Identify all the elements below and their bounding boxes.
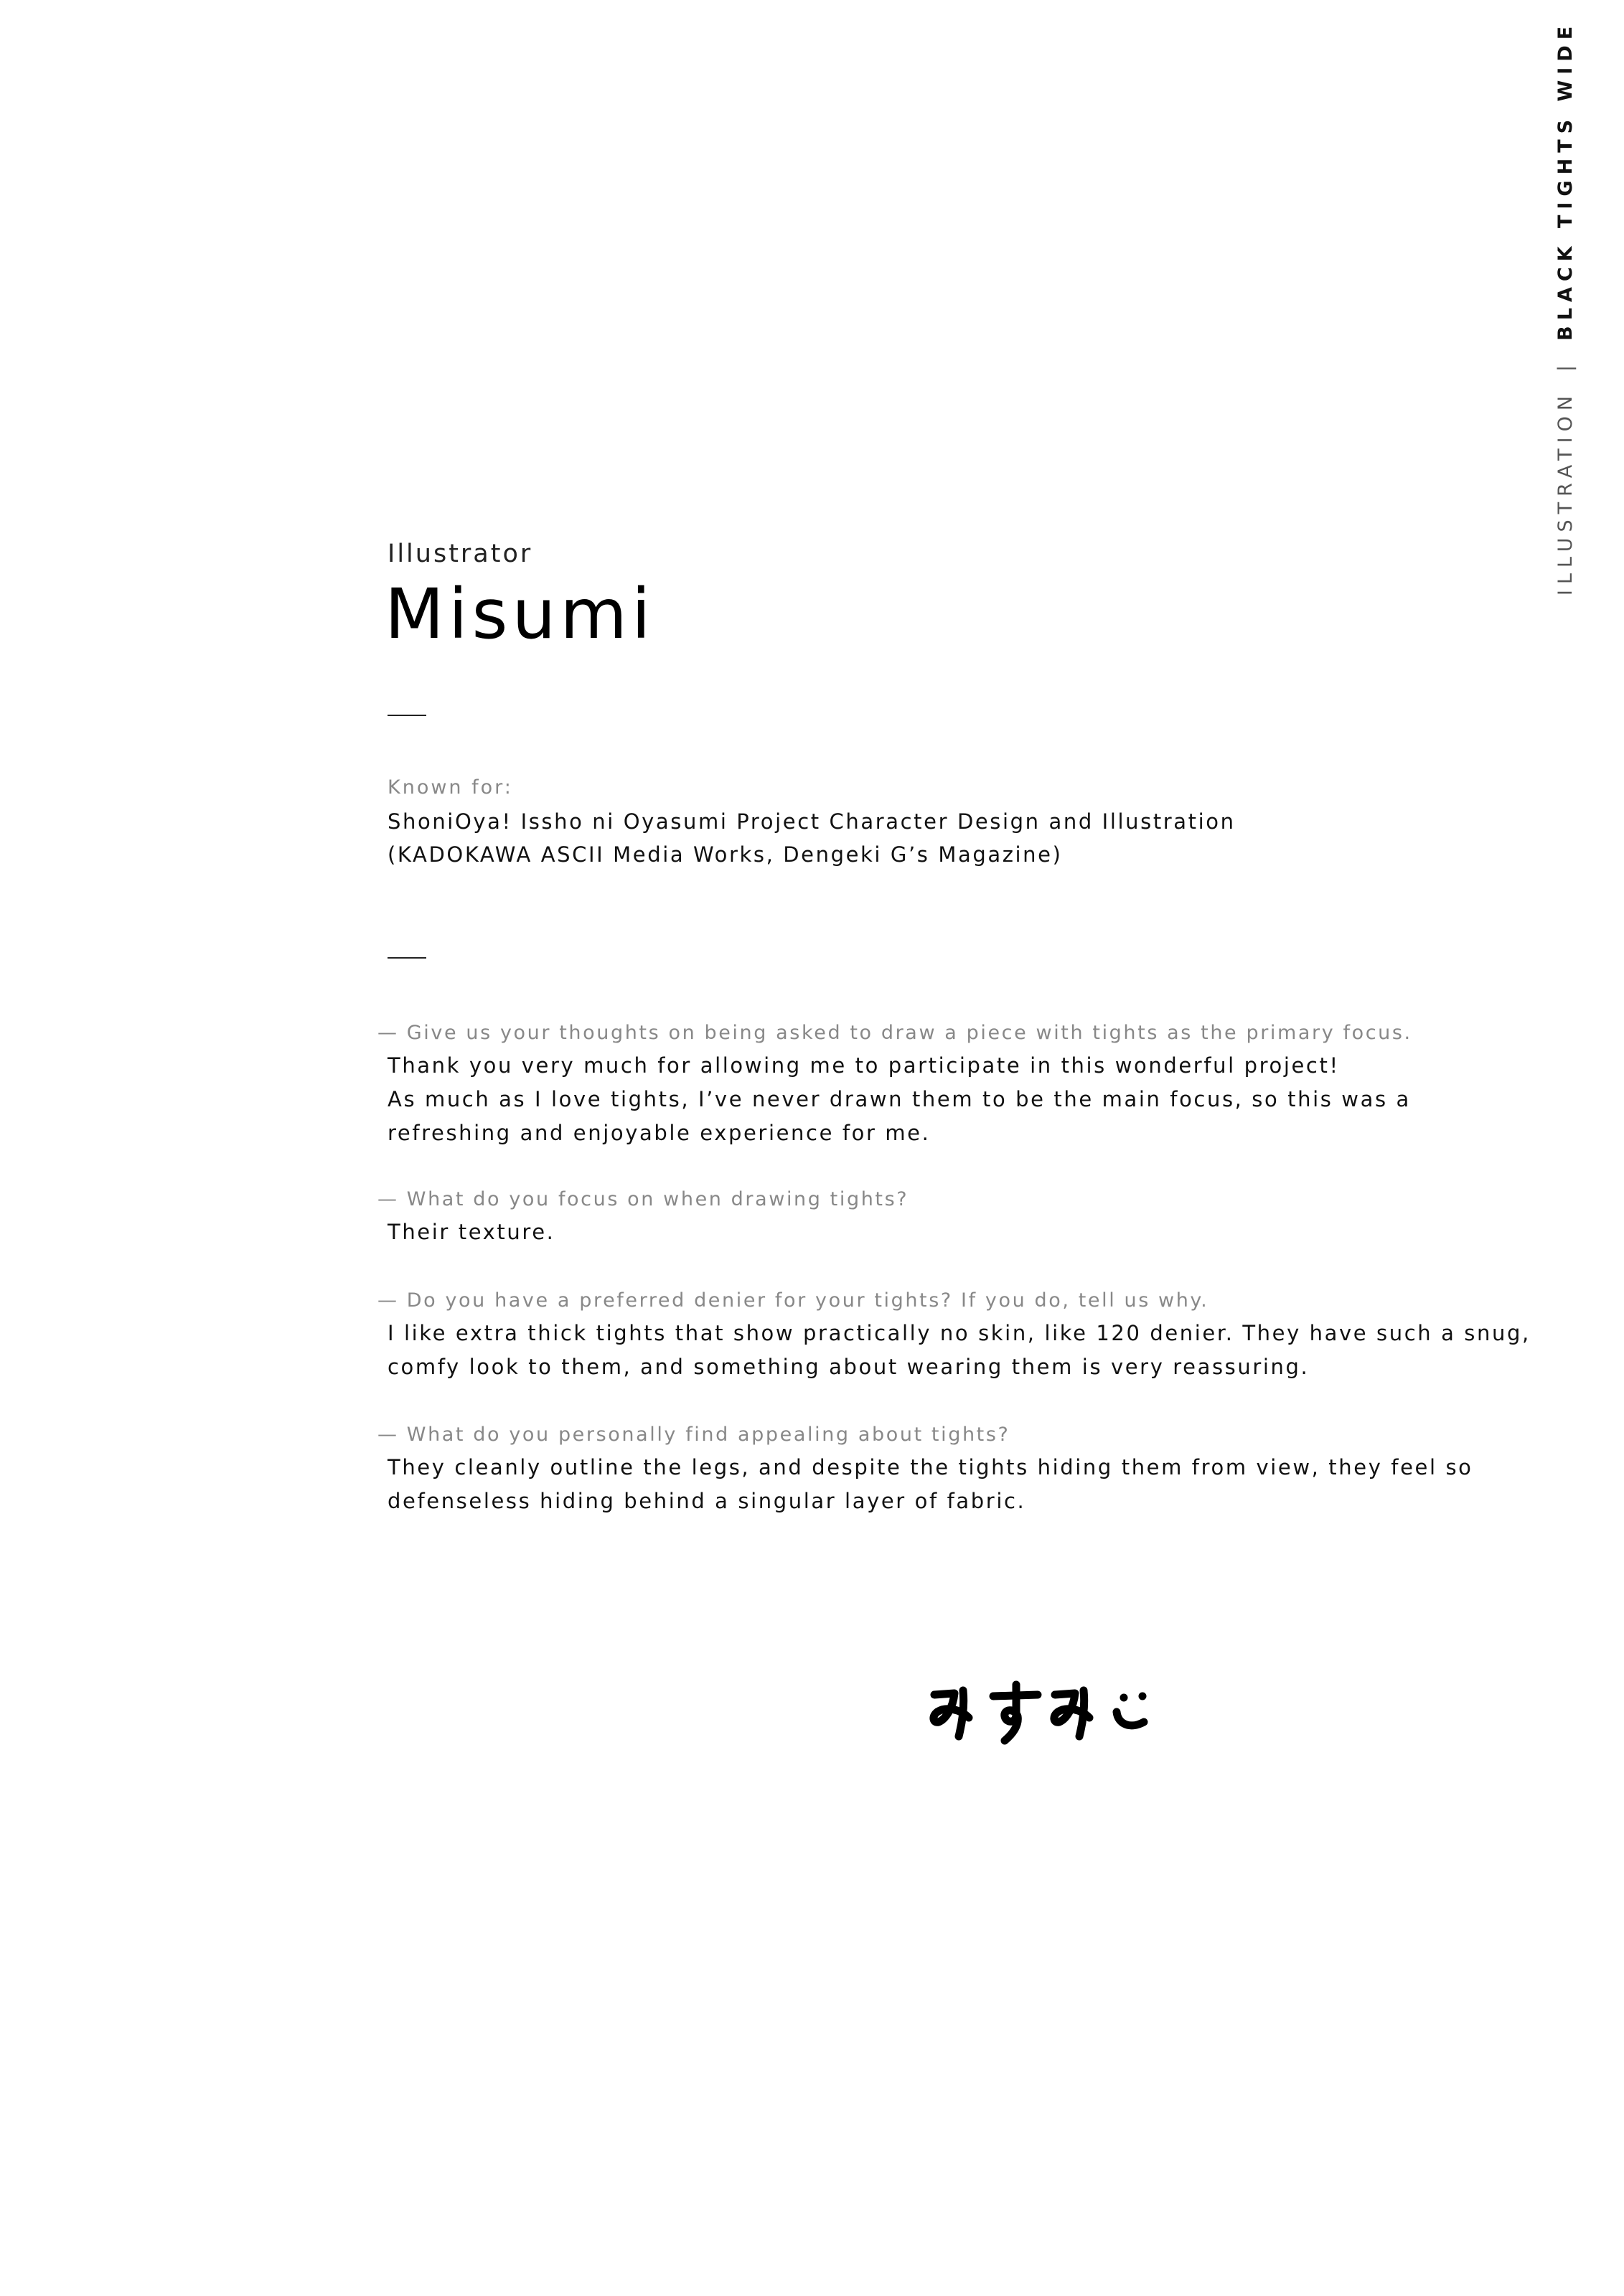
answer-line: comfy look to them, and something about wearing them is very reassuring. bbox=[388, 1355, 1310, 1379]
interview-question: — What do you focus on when drawing tights? bbox=[377, 1188, 909, 1210]
answer-line: I like extra thick tights that show practically no skin, like 120 denier. They have such a snug, bbox=[388, 1321, 1531, 1345]
header-section: ILLUSTRATION bbox=[1554, 390, 1577, 596]
interview-item bbox=[377, 1285, 1531, 1384]
header-series-title: BLACK TIGHTS WIDE bbox=[1554, 20, 1577, 341]
answer-line: Thank you very much for allowing me to participate in this wonderful project! bbox=[388, 1053, 1340, 1078]
profile-name: Misumi bbox=[385, 574, 655, 654]
divider bbox=[388, 715, 426, 716]
interview-question: — What do you personally find appealing about tights? bbox=[377, 1424, 1010, 1446]
interview-question: — Give us your thoughts on being asked to draw a piece with tights as the primary focus. bbox=[377, 1022, 1412, 1044]
header-text bbox=[1554, 20, 1577, 596]
answer-line: refreshing and enjoyable experience for me. bbox=[388, 1121, 931, 1145]
header-separator: | bbox=[1554, 359, 1577, 372]
vertical-header bbox=[1544, 20, 1587, 596]
interview-answer bbox=[377, 1049, 1425, 1150]
known-for-label: Known for: bbox=[388, 776, 513, 799]
answer-line: As much as I love tights, I’ve never drawn them to be the main focus, so this was a bbox=[388, 1087, 1411, 1111]
interview-answer bbox=[377, 1451, 1473, 1518]
handwritten-signature-icon bbox=[926, 1672, 1184, 1758]
answer-line: defenseless hiding behind a singular layer of fabric. bbox=[388, 1489, 1026, 1513]
known-for-line: ShoniOya! Issho ni Oyasumi Project Character Design and Illustration bbox=[388, 809, 1236, 834]
interview-answer bbox=[377, 1317, 1531, 1384]
answer-line: They cleanly outline the legs, and despite the tights hiding them from view, they feel so bbox=[388, 1455, 1473, 1479]
divider bbox=[388, 957, 426, 959]
profile-role: Illustrator bbox=[388, 540, 533, 568]
interview-item bbox=[377, 1017, 1425, 1150]
answer-line: Their texture. bbox=[388, 1220, 555, 1244]
known-for-line: (KADOKAWA ASCII Media Works, Dengeki G’s Magazine) bbox=[388, 842, 1063, 867]
interview-item bbox=[377, 1184, 1425, 1249]
interview-item bbox=[377, 1419, 1473, 1518]
interview-question: — Do you have a preferred denier for your tights? If you do, tell us why. bbox=[377, 1289, 1209, 1312]
interview-answer bbox=[377, 1215, 1425, 1249]
